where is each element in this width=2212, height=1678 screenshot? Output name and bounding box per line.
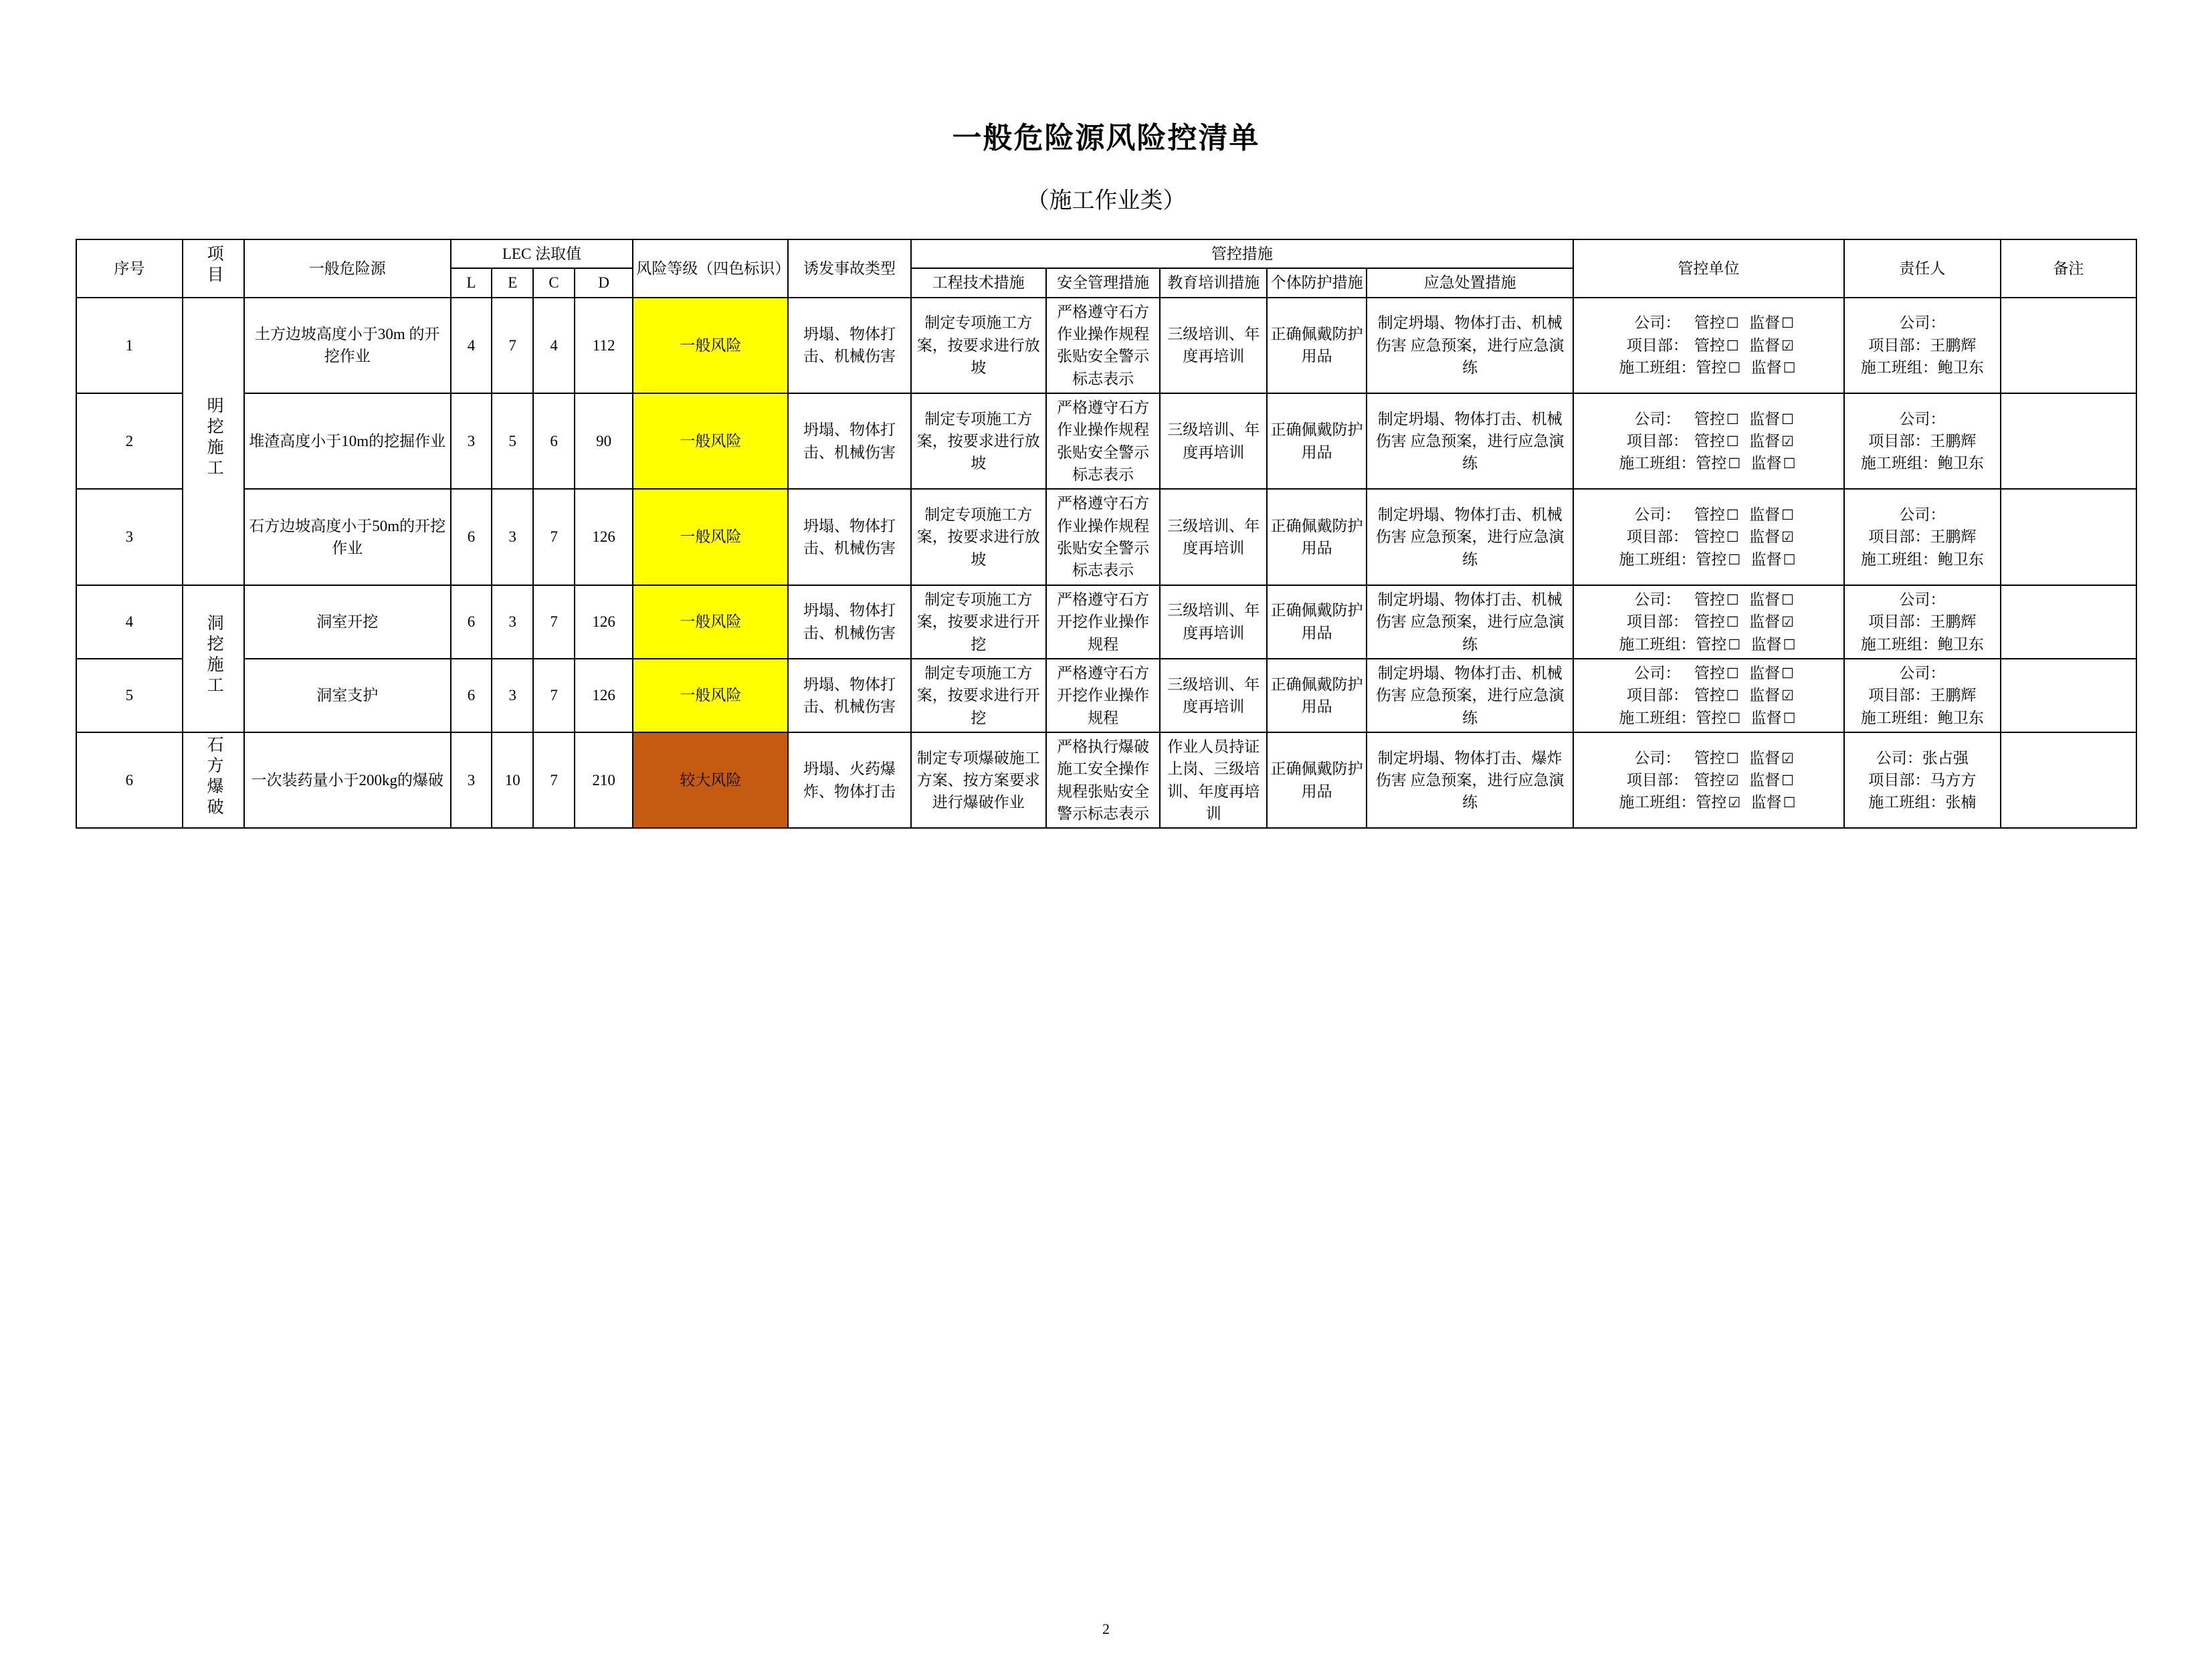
supervise-checkbox-team[interactable]: 监督☐ (1743, 550, 1796, 568)
control-unit-label-company: 公司： (1634, 591, 1681, 608)
control-checkbox-company[interactable]: 管控☐ (1694, 314, 1739, 332)
cell-education-measure: 三级培训、年度再培训 (1160, 489, 1267, 585)
cell-lec-d: 210 (575, 732, 633, 828)
cell-accident-type: 坍塌、物体打击、机械伤害 (788, 298, 910, 393)
header-engineering-measures: 工程技术措施 (911, 268, 1046, 297)
cell-emergency-measure: 制定坍塌、物体打击、机械伤害 应急预案，进行应急演练 (1367, 489, 1573, 585)
cell-lec-d: 126 (575, 585, 633, 659)
control-unit-row-department (1577, 769, 1841, 791)
header-project: 项目 (183, 239, 244, 298)
supervise-checkbox-company[interactable]: 监督☐ (1741, 506, 1794, 524)
header-lec-l: L (451, 268, 492, 297)
control-checkbox-team[interactable]: 管控☑ (1696, 794, 1741, 811)
responsible-line: 施工班组：鲍卫东 (1860, 455, 1984, 472)
cell-control-unit (1573, 298, 1844, 393)
control-unit-label-team: 施工班组： (1619, 455, 1696, 472)
control-checkbox-team[interactable]: 管控☐ (1696, 359, 1741, 377)
cell-seq: 4 (76, 585, 183, 659)
cell-accident-type: 坍塌、物体打击、机械伤害 (788, 489, 910, 585)
cell-engineering-measure: 制定专项施工方案，按要求进行放坡 (911, 489, 1046, 585)
control-unit-row-company (1577, 747, 1841, 769)
cell-lec-e: 7 (492, 298, 533, 393)
control-unit-label-department: 项目部： (1626, 336, 1688, 354)
cell-education-measure: 三级培训、年度再培训 (1160, 298, 1267, 393)
cell-lec-c: 7 (533, 489, 575, 585)
cell-project-group (183, 298, 244, 585)
cell-remark (2001, 298, 2136, 393)
supervise-checkbox-department[interactable]: 监督☑ (1741, 528, 1794, 546)
control-unit-row-company (1577, 589, 1841, 611)
header-emergency-measures: 应急处置措施 (1367, 268, 1573, 297)
control-checkbox-department[interactable]: 管控☐ (1694, 528, 1739, 546)
cell-lec-d: 126 (575, 659, 633, 732)
control-checkbox-team[interactable]: 管控☐ (1696, 709, 1741, 726)
cell-control-unit (1573, 585, 1844, 659)
control-checkbox-department[interactable]: 管控☐ (1694, 433, 1739, 450)
cell-responsible-person (1844, 393, 2001, 489)
supervise-checkbox-team[interactable]: 监督☐ (1743, 455, 1796, 472)
control-unit-row-company (1577, 408, 1841, 430)
cell-safety-measure: 严格遵守石方作业操作规程张贴安全警示标志表示 (1046, 489, 1160, 585)
control-unit-label-department: 项目部： (1626, 433, 1688, 450)
risk-control-table (76, 239, 2137, 829)
cell-emergency-measure: 制定坍塌、物体打击、机械伤害 应急预案，进行应急演练 (1367, 659, 1573, 732)
responsible-line: 施工班组：张楠 (1868, 794, 1977, 811)
control-unit-row-team (1577, 633, 1841, 655)
responsible-line: 项目部：王鹏辉 (1868, 433, 1977, 450)
control-unit-label-company: 公司： (1634, 506, 1681, 524)
control-unit-label-company: 公司： (1634, 410, 1681, 427)
control-unit-row-department (1577, 430, 1841, 452)
control-checkbox-company[interactable]: 管控☐ (1694, 664, 1739, 681)
cell-ppe-measure: 正确佩戴防护用品 (1267, 732, 1367, 828)
cell-risk-level: 一般风险 (633, 393, 788, 489)
control-unit-row-team (1577, 356, 1841, 379)
table-row (76, 489, 2136, 585)
cell-emergency-measure: 制定坍塌、物体打击、爆炸伤害 应急预案，进行应急演练 (1367, 732, 1573, 828)
header-lec-e: E (492, 268, 533, 297)
header-education-measures: 教育培训措施 (1160, 268, 1267, 297)
cell-accident-type: 坍塌、火药爆炸、物体打击 (788, 732, 910, 828)
header-remark: 备注 (2001, 239, 2136, 298)
table-row (76, 732, 2136, 828)
control-unit-label-team: 施工班组： (1619, 359, 1696, 377)
header-lec-c: C (533, 268, 575, 297)
header-lec-group: LEC 法取值 (451, 239, 633, 268)
cell-accident-type: 坍塌、物体打击、机械伤害 (788, 393, 910, 489)
cell-responsible-person (1844, 659, 2001, 732)
project-group-label: 石方爆破 (205, 735, 223, 819)
control-unit-label-department: 项目部： (1626, 613, 1688, 631)
responsible-line: 公司：张占强 (1876, 749, 1969, 766)
header-safety-measures: 安全管理措施 (1046, 268, 1160, 297)
control-checkbox-team[interactable]: 管控☐ (1696, 635, 1741, 653)
cell-responsible-person (1844, 585, 2001, 659)
responsible-line: 项目部：王鹏辉 (1868, 336, 1977, 354)
control-unit-label-department: 项目部： (1626, 528, 1688, 546)
control-unit-row-company (1577, 504, 1841, 526)
cell-lec-l: 4 (451, 298, 492, 393)
cell-control-unit (1573, 659, 1844, 732)
table-body (76, 298, 2136, 829)
responsible-line: 施工班组：鲍卫东 (1860, 635, 1984, 653)
cell-education-measure: 三级培训、年度再培训 (1160, 585, 1267, 659)
project-group-label: 洞挖施工 (205, 614, 223, 698)
supervise-checkbox-team[interactable]: 监督☐ (1743, 635, 1796, 653)
cell-education-measure: 作业人员持证上岗、三级培训、年度再培训 (1160, 732, 1267, 828)
cell-lec-c: 4 (533, 298, 575, 393)
cell-seq: 5 (76, 659, 183, 732)
cell-ppe-measure: 正确佩戴防护用品 (1267, 489, 1367, 585)
control-unit-label-team: 施工班组： (1619, 709, 1696, 726)
control-unit-row-department (1577, 611, 1841, 633)
cell-remark (2001, 393, 2136, 489)
cell-seq: 3 (76, 489, 183, 585)
supervise-checkbox-company[interactable]: 监督☐ (1741, 410, 1794, 427)
header-lec-d: D (575, 268, 633, 297)
cell-lec-c: 7 (533, 659, 575, 732)
control-checkbox-department[interactable]: 管控☐ (1694, 687, 1739, 704)
document-page (0, 114, 2212, 1678)
cell-education-measure: 三级培训、年度再培训 (1160, 393, 1267, 489)
control-checkbox-company[interactable]: 管控☐ (1694, 591, 1739, 608)
cell-hazard-source: 一次装药量小于200kg的爆破 (244, 732, 451, 828)
control-checkbox-department[interactable]: 管控☐ (1694, 613, 1739, 631)
cell-lec-c: 7 (533, 585, 575, 659)
control-checkbox-team[interactable]: 管控☐ (1696, 550, 1741, 568)
cell-lec-e: 5 (492, 393, 533, 489)
control-checkbox-team[interactable]: 管控☐ (1696, 455, 1741, 472)
cell-control-unit (1573, 732, 1844, 828)
cell-responsible-person (1844, 732, 2001, 828)
supervise-checkbox-company[interactable]: 监督☐ (1741, 314, 1794, 332)
control-unit-row-company (1577, 662, 1841, 684)
cell-risk-level: 较大风险 (633, 732, 788, 828)
cell-lec-e: 3 (492, 489, 533, 585)
header-row-1 (76, 239, 2136, 268)
cell-lec-d: 112 (575, 298, 633, 393)
cell-risk-level: 一般风险 (633, 585, 788, 659)
cell-responsible-person (1844, 298, 2001, 393)
control-checkbox-company[interactable]: 管控☐ (1694, 506, 1739, 524)
control-unit-label-team: 施工班组： (1619, 635, 1696, 653)
cell-emergency-measure: 制定坍塌、物体打击、机械伤害 应急预案，进行应急演练 (1367, 585, 1573, 659)
cell-lec-l: 3 (451, 732, 492, 828)
cell-ppe-measure: 正确佩戴防护用品 (1267, 585, 1367, 659)
cell-project-group (183, 732, 244, 828)
control-unit-row-department (1577, 334, 1841, 356)
cell-lec-d: 90 (575, 393, 633, 489)
cell-remark (2001, 659, 2136, 732)
cell-hazard-source: 洞室支护 (244, 659, 451, 732)
control-unit-label-department: 项目部： (1626, 771, 1688, 789)
header-control-unit: 管控单位 (1573, 239, 1844, 298)
supervise-checkbox-company[interactable]: 监督☑ (1741, 749, 1794, 766)
cell-accident-type: 坍塌、物体打击、机械伤害 (788, 659, 910, 732)
supervise-checkbox-company[interactable]: 监督☐ (1741, 591, 1794, 608)
cell-lec-l: 6 (451, 659, 492, 732)
cell-lec-l: 6 (451, 585, 492, 659)
cell-lec-e: 10 (492, 732, 533, 828)
table-head (76, 239, 2136, 298)
responsible-line: 项目部：马方方 (1868, 771, 1977, 789)
control-checkbox-department[interactable]: 管控☑ (1694, 771, 1739, 789)
control-checkbox-department[interactable]: 管控☐ (1694, 336, 1739, 354)
header-source: 一般危险源 (244, 239, 451, 298)
cell-seq: 1 (76, 298, 183, 393)
cell-lec-c: 6 (533, 393, 575, 489)
cell-lec-d: 126 (575, 489, 633, 585)
cell-control-unit (1573, 393, 1844, 489)
responsible-line: 公司： (1899, 410, 1946, 427)
responsible-line: 施工班组：鲍卫东 (1860, 709, 1984, 726)
page-subtitle: （施工作业类） (1026, 189, 1186, 213)
supervise-checkbox-team[interactable]: 监督☐ (1743, 794, 1796, 811)
cell-ppe-measure: 正确佩戴防护用品 (1267, 659, 1367, 732)
cell-lec-l: 6 (451, 489, 492, 585)
cell-safety-measure: 严格遵守石方作业操作规程张贴安全警示标志表示 (1046, 298, 1160, 393)
cell-emergency-measure: 制定坍塌、物体打击、机械伤害 应急预案，进行应急演练 (1367, 393, 1573, 489)
header-level: 风险等级（四色标识） (633, 239, 788, 298)
responsible-line: 公司： (1899, 591, 1946, 608)
cell-engineering-measure: 制定专项施工方案，按要求进行放坡 (911, 393, 1046, 489)
cell-hazard-source: 堆渣高度小于10m的挖掘作业 (244, 393, 451, 489)
cell-remark (2001, 489, 2136, 585)
cell-seq: 2 (76, 393, 183, 489)
control-unit-label-department: 项目部： (1626, 687, 1688, 704)
responsible-line: 项目部：王鹏辉 (1868, 687, 1977, 704)
cell-education-measure: 三级培训、年度再培训 (1160, 659, 1267, 732)
control-unit-row-team (1577, 707, 1841, 729)
cell-lec-e: 3 (492, 659, 533, 732)
project-group-label: 明挖施工 (205, 397, 223, 480)
supervise-checkbox-department[interactable]: 监督☑ (1741, 433, 1794, 450)
header-responsible: 责任人 (1844, 239, 2001, 298)
cell-lec-e: 3 (492, 585, 533, 659)
cell-remark (2001, 732, 2136, 828)
control-unit-label-company: 公司： (1634, 664, 1681, 681)
supervise-checkbox-department[interactable]: 监督☑ (1741, 613, 1794, 631)
cell-safety-measure: 严格遵守石方作业操作规程张贴安全警示标志表示 (1046, 393, 1160, 489)
page-number: 2 (1102, 1620, 1110, 1637)
supervise-checkbox-team[interactable]: 监督☐ (1743, 709, 1796, 726)
cell-control-unit (1573, 489, 1844, 585)
cell-lec-l: 3 (451, 393, 492, 489)
cell-risk-level: 一般风险 (633, 659, 788, 732)
control-unit-row-company (1577, 312, 1841, 334)
table-row (76, 298, 2136, 393)
cell-engineering-measure: 制定专项施工方案，按要求进行开挖 (911, 585, 1046, 659)
header-accident-type: 诱发事故类型 (788, 239, 910, 298)
control-unit-label-company: 公司： (1634, 749, 1681, 766)
control-unit-row-team (1577, 791, 1841, 813)
control-unit-label-team: 施工班组： (1619, 794, 1696, 811)
page-title: 一般危险源风险控清单 (952, 122, 1260, 154)
cell-hazard-source: 洞室开挖 (244, 585, 451, 659)
cell-lec-c: 7 (533, 732, 575, 828)
cell-seq: 6 (76, 732, 183, 828)
control-unit-row-department (1577, 684, 1841, 706)
cell-accident-type: 坍塌、物体打击、机械伤害 (788, 585, 910, 659)
responsible-line: 项目部：王鹏辉 (1868, 528, 1977, 546)
supervise-checkbox-company[interactable]: 监督☐ (1741, 664, 1794, 681)
cell-risk-level: 一般风险 (633, 489, 788, 585)
responsible-line: 公司： (1899, 314, 1946, 332)
cell-project-group (183, 585, 244, 732)
cell-risk-level: 一般风险 (633, 298, 788, 393)
control-unit-label-company: 公司： (1634, 314, 1681, 332)
supervise-checkbox-department[interactable]: 监督☑ (1741, 336, 1794, 354)
control-unit-label-team: 施工班组： (1619, 550, 1696, 568)
supervise-checkbox-department[interactable]: 监督☐ (1741, 771, 1794, 789)
cell-hazard-source: 石方边坡高度小于50m的开挖作业 (244, 489, 451, 585)
cell-safety-measure: 严格执行爆破施工安全操作规程张贴安全警示标志表示 (1046, 732, 1160, 828)
cell-responsible-person (1844, 489, 2001, 585)
cell-safety-measure: 严格遵守石方开挖作业操作规程 (1046, 585, 1160, 659)
table-row (76, 659, 2136, 732)
control-checkbox-company[interactable]: 管控☐ (1694, 749, 1739, 766)
responsible-line: 公司： (1899, 664, 1946, 681)
cell-emergency-measure: 制定坍塌、物体打击、机械伤害 应急预案，进行应急演练 (1367, 298, 1573, 393)
control-unit-row-department (1577, 526, 1841, 548)
control-unit-row-team (1577, 452, 1841, 474)
table-row (76, 393, 2136, 489)
control-unit-row-team (1577, 548, 1841, 570)
cell-engineering-measure: 制定专项爆破施工方案、按方案要求进行爆破作业 (911, 732, 1046, 828)
responsible-line: 施工班组：鲍卫东 (1860, 550, 1984, 568)
table-row (76, 585, 2136, 659)
cell-remark (2001, 585, 2136, 659)
supervise-checkbox-team[interactable]: 监督☐ (1743, 359, 1796, 377)
supervise-checkbox-department[interactable]: 监督☑ (1741, 687, 1794, 704)
responsible-line: 施工班组：鲍卫东 (1860, 359, 1984, 377)
header-seq: 序号 (76, 239, 183, 298)
cell-engineering-measure: 制定专项施工方案，按要求进行开挖 (911, 659, 1046, 732)
cell-ppe-measure: 正确佩戴防护用品 (1267, 393, 1367, 489)
cell-engineering-measure: 制定专项施工方案，按要求进行放坡 (911, 298, 1046, 393)
cell-safety-measure: 严格遵守石方开挖作业操作规程 (1046, 659, 1160, 732)
header-measures-group: 管控措施 (911, 239, 1573, 268)
responsible-line: 公司： (1899, 506, 1946, 524)
control-checkbox-company[interactable]: 管控☐ (1694, 410, 1739, 427)
responsible-line: 项目部：王鹏辉 (1868, 613, 1977, 631)
cell-ppe-measure: 正确佩戴防护用品 (1267, 298, 1367, 393)
cell-hazard-source: 土方边坡高度小于30m 的开挖作业 (244, 298, 451, 393)
header-ppe-measures: 个体防护措施 (1267, 268, 1367, 297)
